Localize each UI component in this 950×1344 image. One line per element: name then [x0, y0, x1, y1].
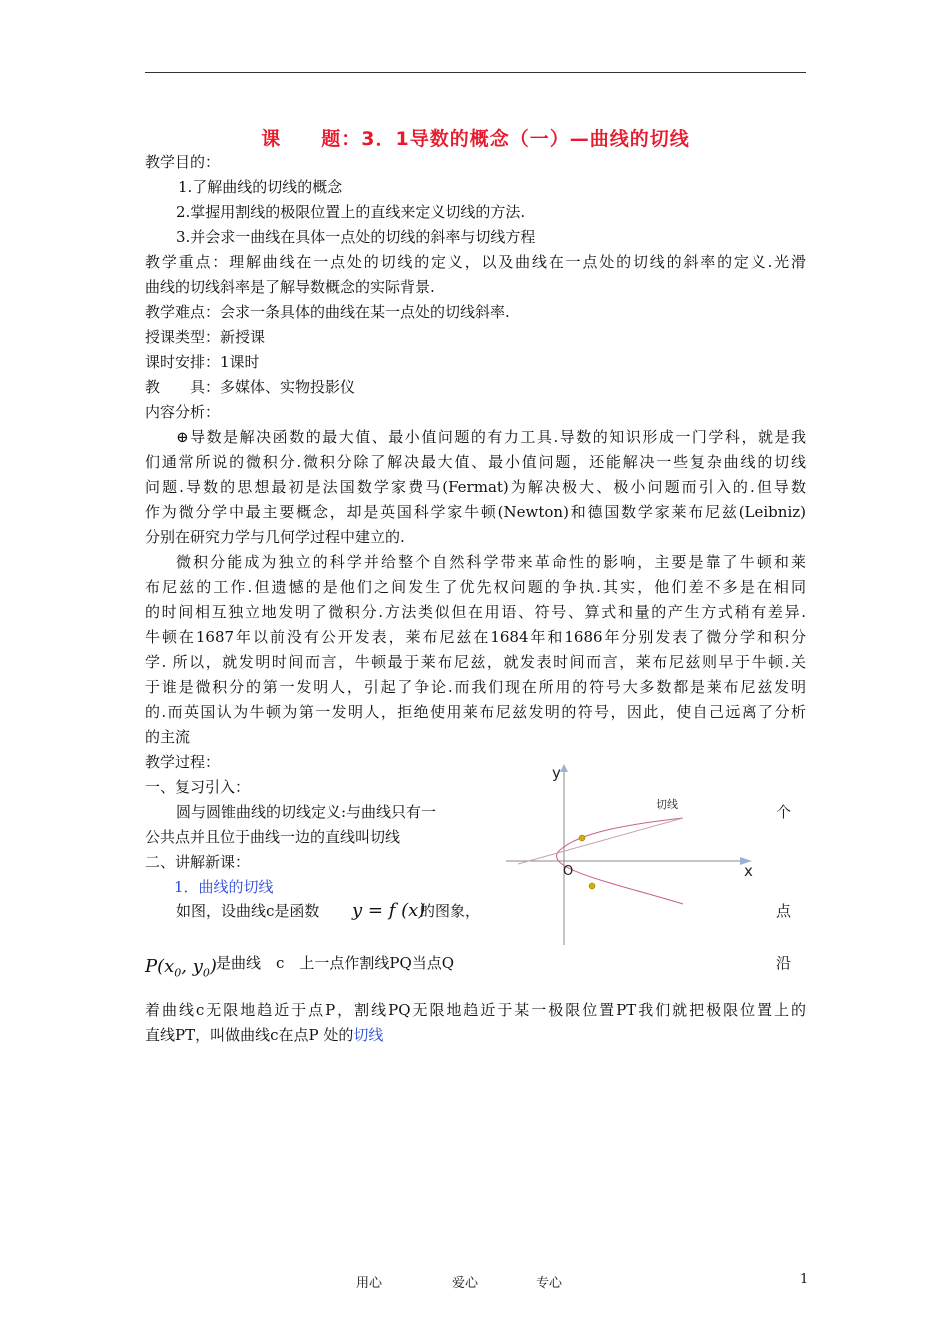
- analysis-para1-line-5: 分别在研究力学与几何学过程中建立的.: [145, 528, 405, 546]
- difficulty: 教学难点：会求一条具体的曲线在某一点处的切线斜率.: [145, 303, 510, 321]
- analysis-para1-line-2: 们通常所说的微积分.微积分除了解决最大值、最小值问题，还能解决一些复杂曲线的切线: [145, 453, 806, 471]
- tangent-line: [518, 818, 683, 864]
- new-lesson-heading: 二、讲解新课：: [145, 853, 251, 871]
- key-points-line-1: 教学重点：理解曲线在一点处的切线的定义，以及曲线在一点处的切线的斜率的定义.光滑: [145, 253, 806, 271]
- definition-line-1-start: 如图，设曲线c是函数: [176, 902, 320, 920]
- definition-line-1-tail: 点: [776, 902, 792, 920]
- point-p: [579, 835, 585, 841]
- y-axis-arrow: [560, 764, 568, 772]
- y-axis-label: y: [552, 764, 561, 782]
- schedule: 课时安排：1课时: [145, 353, 260, 371]
- analysis-para2-line-1: 微积分能成为独立的科学并给整个自然科学带来革命性的影响，主要是靠了牛顿和莱: [176, 553, 806, 571]
- analysis-para1-line-3: 问题.导数的思想最初是法国数学家费马(Fermat)为解决极大、极小问题而引入的.但导数: [145, 478, 806, 496]
- objective-item-3: 3.并会求一曲线在具体一点处的切线的斜率与切线方程: [176, 228, 536, 246]
- tangent-figure: [500, 760, 770, 950]
- x-axis-label: x: [744, 862, 753, 880]
- content-analysis-label: 内容分析：: [145, 403, 221, 421]
- definition-line-2: 是曲线 c 上一点作割线PQ当点Q: [216, 954, 455, 972]
- page-number: 1: [800, 1272, 809, 1287]
- page-title: 课 题：3．1导数的概念（一）—曲线的切线: [261, 128, 690, 150]
- analysis-para2-line-5: 学. 所以，就发明时间而言，牛顿最于莱布尼兹，就发表时间而言，莱布尼兹则早于牛顿.关: [145, 653, 806, 671]
- review-line-2: 公共点并且位于曲线一边的直线叫切线: [145, 828, 401, 846]
- analysis-para2-line-2: 布尼兹的工作.但遗憾的是他们之间发生了优先权问题的争执.其实，他们差不多是在相同: [145, 578, 806, 596]
- tangent-label: 切线: [656, 798, 678, 811]
- analysis-para1-line-4: 作为微分学中最主要概念，却是英国科学家牛顿(Newton)和德国数学家莱布尼兹(Leibniz): [145, 503, 806, 521]
- objective-item-1: 1.了解曲线的切线的概念: [178, 178, 343, 196]
- origin-label: O: [563, 864, 574, 879]
- footer-word-1: 用心: [356, 1276, 383, 1291]
- analysis-para2-line-4: 牛顿在1687年以前没有公开发表，莱布尼兹在1684年和1686年分别发表了微分学和积分: [145, 628, 806, 646]
- analysis-para2-line-6: 于谁是微积分的第一发明人，引起了争论.而我们现在所用的符号大多数都是莱布尼兹发明: [145, 678, 806, 696]
- review-heading: 一、复习引入：: [145, 778, 251, 796]
- key-points-line-2: 曲线的切线斜率是了解导数概念的实际背景.: [145, 278, 435, 296]
- definition-line-3: 着曲线c无限地趋近于点P，割线PQ无限地趋近于某一极限位置PT我们就把极限位置上的: [145, 1001, 806, 1019]
- tools: 教 具：多媒体、实物投影仪: [145, 378, 356, 396]
- definition-line-1-end: 的图象，: [420, 902, 481, 920]
- point-q: [589, 883, 595, 889]
- definition-line-4: 直线PT，叫做曲线c在点P 处的切线: [145, 1026, 384, 1044]
- section-curve-tangent: 1．曲线的切线: [174, 878, 274, 896]
- review-line-1-tail: 个: [776, 803, 792, 821]
- analysis-para1-line-1: ⊕导数是解决函数的最大值、最小值问题的有力工具.导数的知识形成一门学科，就是我: [176, 428, 806, 446]
- analysis-para2-line-7: 的.而英国认为牛顿为第一发明人，拒绝使用莱布尼兹发明的符号，因此，使自己远离了分析: [145, 703, 806, 721]
- objective-item-2: 2.掌握用割线的极限位置上的直线来定义切线的方法.: [176, 203, 526, 221]
- tangent-term: 切线: [353, 1026, 384, 1044]
- point-p-formula: $P(x_0$, $y_0$): [145, 956, 217, 980]
- analysis-para2-line-3: 的时间相互独立地发明了微积分.方法类似但在用语、符号、算式和量的产生方式稍有差异.: [145, 603, 806, 621]
- objectives-label: 教学目的：: [145, 153, 221, 171]
- process-label: 教学过程：: [145, 753, 221, 771]
- lesson-type: 授课类型：新授课: [145, 328, 266, 346]
- footer-word-3: 专心: [536, 1276, 563, 1291]
- review-line-1: 圆与圆锥曲线的切线定义:与曲线只有一: [176, 803, 437, 821]
- function-formula: y = f (x): [352, 900, 426, 921]
- definition-line-2-tail: 沿: [776, 954, 792, 972]
- header-rule: [145, 72, 806, 73]
- analysis-para2-line-8: 的主流: [145, 728, 191, 746]
- footer-word-2: 爱心: [452, 1276, 479, 1291]
